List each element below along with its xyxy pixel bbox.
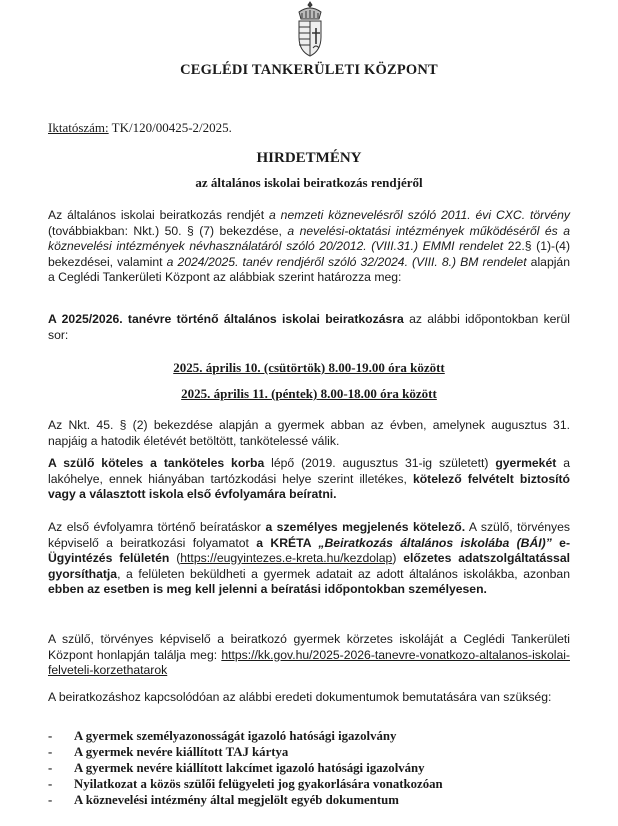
organization-name: CEGLÉDI TANKERÜLETI KÖZPONT bbox=[180, 62, 438, 78]
list-item: - A gyermek nevére kiállított lakcímet igazoló hatósági igazolvány bbox=[48, 761, 425, 775]
kreta-link[interactable]: https://eugyintezes.e-kreta.hu/kezdolap bbox=[180, 551, 393, 565]
nkt-paragraph: Az Nkt. 45. § (2) bekezdése alapján a gyermek abban az évben, amelynek augusztus 31. napjáig a hatodik életévét betöltött, tankötelessé válik. bbox=[48, 418, 570, 448]
document-subtitle: az általános iskolai beiratkozás rendjéről bbox=[195, 175, 423, 190]
obligation-paragraph: A szülő köteles a tanköteles korba lépő (2019. augusztus 31-ig született) gyermekét a lakóhelye, ennek hiányában tartózkodási helye szerint illetékes, kötelező felvételt biztosító vagy a választott iskola első évfolyamára beíratni. bbox=[48, 456, 570, 501]
list-item: - Nyilatkozat a közös szülői felügyeleti jog gyakorlására vonatkozóan bbox=[48, 777, 443, 791]
documents-intro-paragraph: A beiratkozáshoz kapcsolódóan az alábbi eredeti dokumentumok bemutatására van szükség: bbox=[48, 690, 552, 704]
documents-list bbox=[48, 728, 588, 808]
enrollment-date-2: 2025. április 11. (péntek) 8.00-18.00 óra között bbox=[181, 386, 437, 401]
intro-paragraph: Az általános iskolai beiratkozás rendjét a nemzeti köznevelésről szóló 2011. évi CXC. törvény (továbbiakban: Nkt.) 50. § (7) bekezdése, a nevelési-oktatási intézmények működéséről és a köznevelési intézmények névhasználatáról szóló 20/2012. (VIII.31.) EMMI rendelet 22.§ (1)-(4) bekezdései, valamint a 2024/2025. tanév rendjéről szóló 32/2024. (VIII. 8.) BM rendelet alapján a Ceglédi Tankerületi Központ az alábbiak szerint határozza meg: bbox=[48, 208, 571, 284]
enrollment-date-1: 2025. április 10. (csütörtök) 8.00-19.00 óra között bbox=[173, 360, 445, 375]
reference-number bbox=[48, 120, 232, 136]
reference-label: Iktatószám: bbox=[48, 120, 109, 135]
list-item: - A gyermek személyazonosságát igazoló hatósági igazolvány bbox=[48, 729, 397, 743]
reference-value: TK/120/00425-2/2025. bbox=[108, 120, 232, 135]
presence-paragraph: Az első évfolyamra történő beíratáskor a személyes megjelenés kötelező. A szülő, törvényes képviselő a beiratkozási folyamatot a KRÉTA „Beiratkozás általános iskolába (BÁI)” e-Ügyintézés felületén (https://eugyintezes.e-kreta.hu/kezdolap) előzetes adatszolgáltatással gyorsíthatja, a felületen beküldheti a gyermek adatait az adott általános iskolákba, azonban ebben az esetben is meg kell jelenni a beíratási időpontokban személyesen. bbox=[48, 520, 571, 596]
list-item: - A gyermek nevére kiállított TAJ kártya bbox=[48, 745, 289, 759]
coat-of-arms-icon bbox=[290, 0, 330, 58]
document-title: HIRDETMÉNY bbox=[256, 150, 362, 166]
list-item: - A köznevelési intézmény által megjelölt egyéb dokumentum bbox=[48, 793, 399, 807]
district-link[interactable]: https://kk.gov.hu/2025-2026-tanevre-vonatkozo-altalanos-iskolai-felveteli-korzethatarok bbox=[48, 647, 570, 677]
district-paragraph: A szülő, törvényes képviselő a beiratkozó gyermek körzetes iskoláját a Ceglédi Tankerületi Központ honlapján találja meg: https://kk.gov.hu/2025-2026-tanevre-vonatkozo-altalanos-iskolai-felveteli-korzethatarok bbox=[48, 632, 570, 677]
schedule-intro-paragraph: A 2025/2026. tanévre történő általános iskolai beiratkozásra az alábbi időpontokban kerül sor: bbox=[48, 312, 570, 342]
